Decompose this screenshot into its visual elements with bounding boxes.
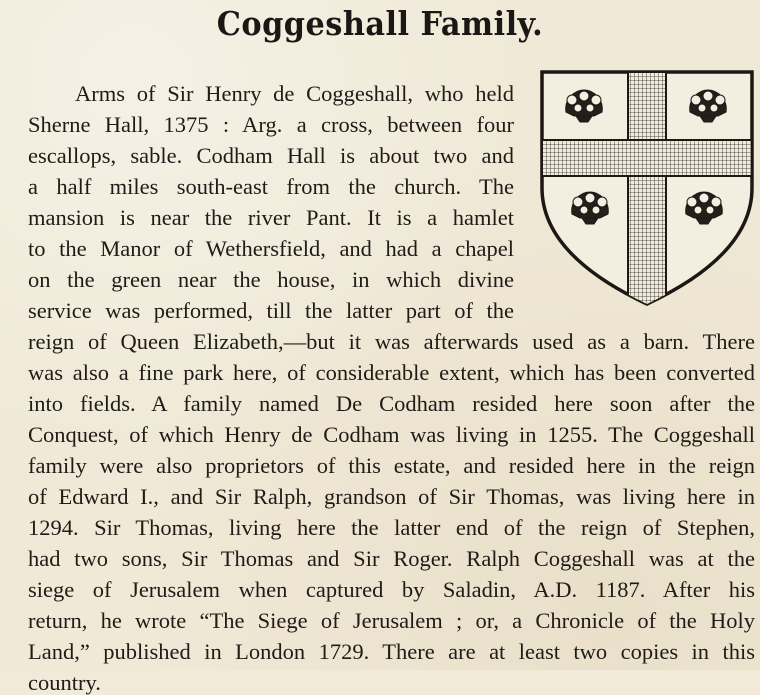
paragraph-line: family were also proprietors of this estate, and resided here in the reign [28,453,755,478]
paragraph-line: reign of Queen Elizabeth,—but it was afterwards used as a barn. There [28,329,755,354]
paragraph-line: siege of Jerusalem when captured by Saladin, A.D. 1187. After his [28,577,755,602]
paragraph-line: Land,” published in London 1729. There are at least two copies in this [28,639,755,664]
paragraph-line: return, he wrote “The Siege of Jerusalem ; or, a Chronicle of the Holy [28,608,755,633]
paragraph-line: had two sons, Sir Thomas and Sir Roger. Ralph Coggeshall was at the [28,546,755,571]
paragraph-line: of Edward I., and Sir Ralph, grandson of Sir Thomas, was living here in [28,484,755,509]
paragraph-line: escallops, sable. Codham Hall is about two and [28,143,514,168]
shield-with-cross-and-escallops-icon [538,68,756,308]
paragraph-line: country. [28,670,101,695]
paragraph-line: service was performed, till the latter part of the [28,298,514,323]
page-title: Coggeshall Family. [216,4,544,43]
paragraph-line: Arms of Sir Henry de Coggeshall, who held [75,81,514,106]
paragraph-line: a half miles south-east from the church. The [28,174,514,199]
paragraph-line: mansion is near the river Pant. It is a hamlet [28,205,514,230]
paragraph-line: was also a fine park here, of considerable extent, which has been converted [28,360,755,385]
paragraph-line: on the green near the house, in which divine [28,267,514,292]
paragraph-line: Conquest, of which Henry de Codham was living in 1255. The Coggeshall [28,422,755,447]
paragraph-line: to the Manor of Wethersfield, and had a chapel [28,236,514,261]
paragraph-line: Sherne Hall, 1375 : Arg. a cross, between four [28,112,514,137]
paragraph-line: 1294. Sir Thomas, living here the latter end of the reign of Stephen, [28,515,755,540]
paragraph-line: into fields. A family named De Codham resided here soon after the [28,391,755,416]
